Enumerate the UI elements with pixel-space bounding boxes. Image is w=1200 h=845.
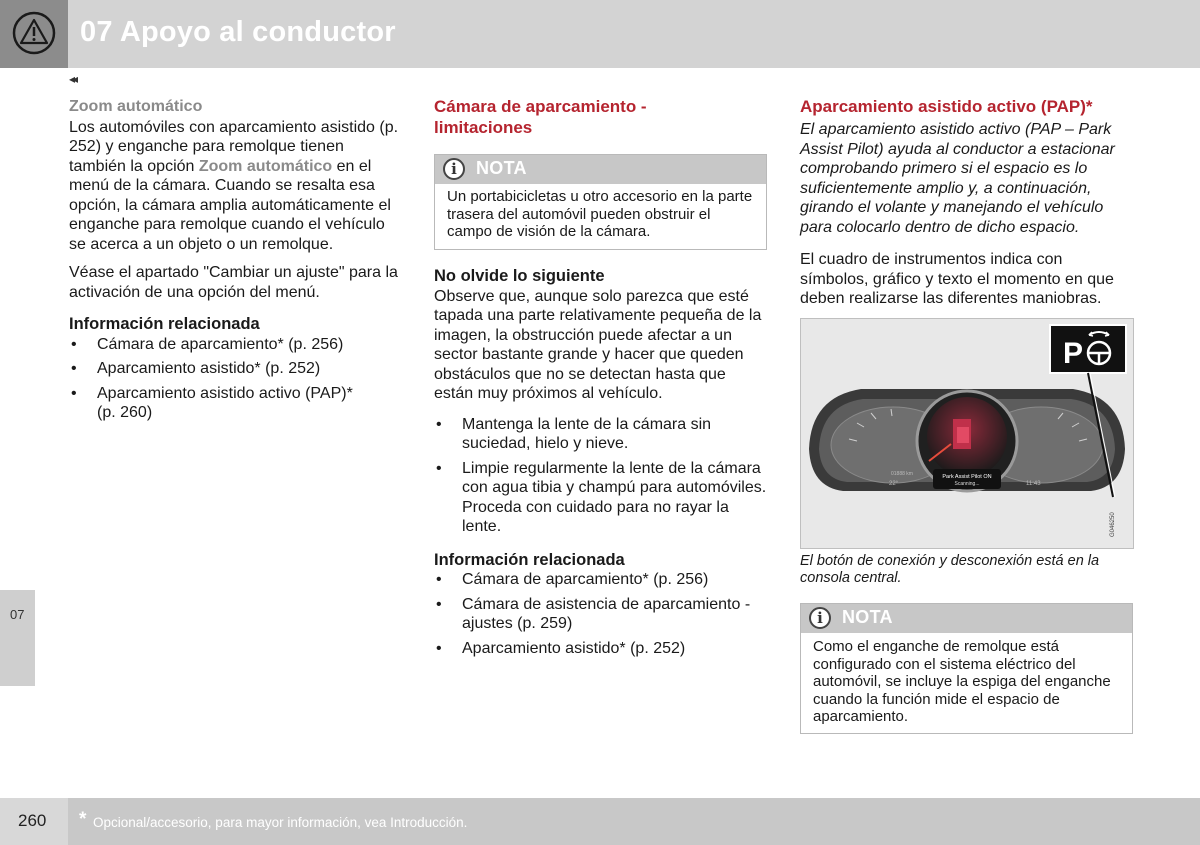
remember-heading: No olvide lo siguiente [434, 267, 605, 285]
related-link[interactable]: • Cámara de asistencia de aparcamiento - ajustes (p. 259) [434, 595, 768, 634]
zoom-text-b: en el menú de la cámara. Cuando se resalta esa opción, la cámara amplia automáticamente el enganche para remolque cuando el vehículo se acerca a un objeto o un remolque. [69, 157, 391, 253]
note-header [801, 604, 1132, 633]
pap-paragraph: El cuadro de instrumentos indica con símbolos, gráfico y texto el momento en que deben realizarse las diferentes maniobras. [800, 251, 1114, 307]
column-1 [69, 97, 401, 428]
back-arrows-icon: ◂◂ [69, 72, 76, 86]
instrument-cluster-illustration [801, 319, 1133, 548]
note-box [800, 603, 1133, 734]
page-header [0, 0, 1200, 68]
list-item: • Mantenga la lente de la cámara sin suciedad, hielo y nieve. [434, 415, 768, 454]
note-label: NOTA [842, 607, 893, 627]
related-list [434, 570, 768, 658]
pap-symbol-letter: P [1063, 337, 1084, 370]
list-item: • Limpie regularmente la lente de la cámara con agua tibia y champú para automóviles. Proceda con cuidado para no rayar la lente. [434, 459, 768, 537]
pap-intro: El aparcamiento asistido activo (PAP – Park Assist Pilot) ayuda al conductor a estacionar comprobando primero si el espacio es lo suficientemente amplio y, a continuación, girando el volante y manejando el vehículo para colocarlo dentro de dicho espacio. [800, 121, 1115, 236]
section-heading-camera-limits: Cámara de aparcamiento - limitaciones [434, 97, 647, 137]
related-list [69, 335, 401, 423]
figure-caption: El botón de conexión y desconexión está en la consola central. [800, 553, 1100, 586]
page-number: 260 [18, 811, 47, 830]
footnote-text: Opcional/accesorio, para mayor información, vea Introducción. [93, 815, 468, 830]
temperature-readout: 22° [889, 481, 899, 487]
page-footer [0, 798, 1200, 845]
tips-list [434, 415, 768, 537]
info-icon: i [809, 607, 831, 629]
time-readout: 11:43 [1026, 481, 1041, 487]
odometer-readout: 01888 km [891, 471, 913, 477]
display-line-2: Scanning... [954, 481, 980, 487]
page-number-box [0, 798, 68, 845]
related-heading: Información relacionada [69, 315, 260, 333]
note-text: Como el enganche de remolque está configurado con el sistema eléctrico del automóvil, se incluye la espiga del enganche cuando la función mide el espacio de aparcamiento. [813, 638, 1111, 725]
zoom-option-highlight: Zoom automático [198, 157, 333, 175]
related-link[interactable]: • Cámara de aparcamiento* (p. 256) [434, 570, 768, 590]
zoom-text-a: Los automóviles con aparcamiento asistido (p. 252) y enganche para remolque tienen también la opción [69, 118, 399, 175]
zoom-paragraph [69, 118, 401, 255]
footnote-star: * [79, 809, 87, 830]
note-box [434, 154, 767, 250]
instrument-cluster-figure [800, 318, 1134, 549]
note-text: Un portabicicletas u otro accesorio en la parte trasera del automóvil pueden obstruir el campo de visión de la cámara. [447, 188, 753, 240]
settings-paragraph: Véase el apartado "Cambiar un ajuste" para la activación de una opción del menú. [69, 264, 398, 301]
related-heading: Información relacionada [434, 550, 625, 569]
chapter-title: 07 Apoyo al conductor [80, 16, 396, 48]
warning-triangle-icon [12, 11, 56, 55]
info-icon: i [443, 158, 465, 180]
subheading-zoom: Zoom automático [69, 98, 203, 115]
related-link[interactable]: • Cámara de aparcamiento* (p. 256) [69, 335, 401, 355]
note-header [435, 155, 766, 184]
related-link[interactable]: • Aparcamiento asistido* (p. 252) [69, 359, 401, 379]
section-heading-pap: Aparcamiento asistido activo (PAP)* [800, 97, 1093, 116]
header-icon-box [0, 0, 68, 68]
side-tab-label: 07 [10, 607, 25, 622]
note-label: NOTA [476, 158, 527, 178]
chapter-side-tab[interactable] [0, 590, 35, 686]
column-2 [434, 96, 766, 138]
figure-code: G046250 [1110, 512, 1116, 537]
display-line-1: Park Assist Pilot ON [942, 474, 992, 480]
related-link[interactable]: • Aparcamiento asistido activo (PAP)* (p. 260) [69, 384, 401, 423]
remember-paragraph: Observe que, aunque solo parezca que esté tapada una parte relativamente pequeña de la imagen, la obstrucción puede afectar a un sector bastante grande y hacer que queden obstáculos que no se detectan hasta que están muy próximos al vehículo. [434, 287, 762, 402]
related-link[interactable]: • Aparcamiento asistido* (p. 252) [434, 639, 768, 659]
column-2-body [434, 267, 768, 663]
column-3 [800, 96, 1132, 309]
